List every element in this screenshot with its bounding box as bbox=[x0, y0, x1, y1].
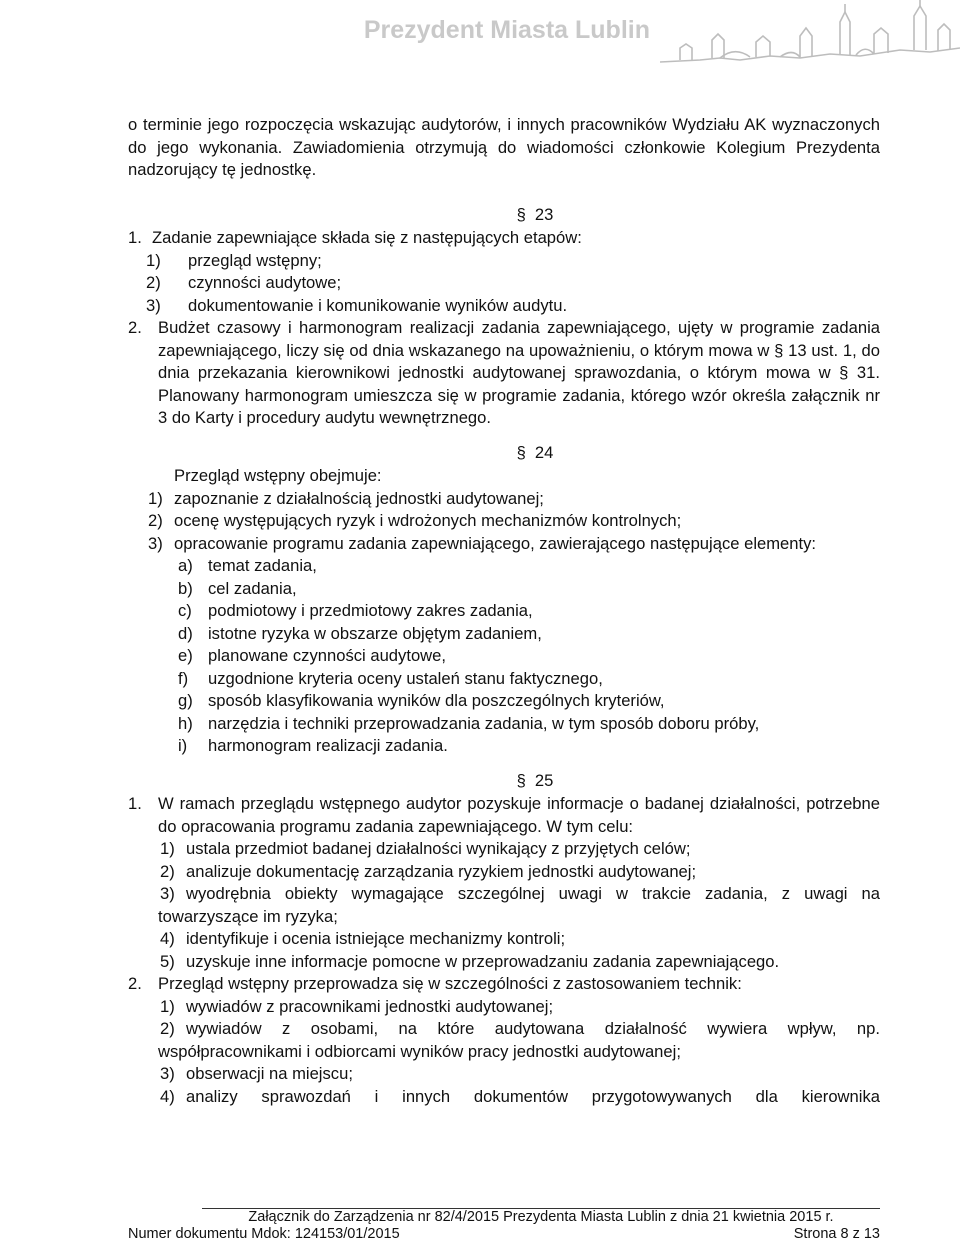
subitem-letter: c) bbox=[178, 601, 192, 620]
point-text-b: 13 ust. 1, do dnia przekazania kierownikowi jednostki audytowanej sprawozdania, o którym mowa w bbox=[158, 340, 880, 382]
list-number: 2) bbox=[148, 511, 163, 530]
subitem-text: istotne ryzyka w obszarze objętym zadaniem, bbox=[208, 623, 542, 643]
s24-subitem bbox=[128, 578, 880, 601]
list-text: dokumentowanie i komunikowanie wyników audytu. bbox=[188, 295, 568, 315]
footer-page-number: Strona 8 z 13 bbox=[793, 1226, 880, 1242]
subitem-text: planowane czynności audytowe, bbox=[208, 646, 446, 665]
footer-annex-line: Załącznik do Zarządzenia nr 82/4/2015 Prezydenta Miasta Lublin z dnia 21 kwietnia 2015 r. bbox=[248, 1209, 834, 1225]
subitem-letter: b) bbox=[178, 578, 193, 598]
list-text: identyfikuje i ocenia istniejące mechanizmy kontroli; bbox=[186, 929, 566, 948]
s25-technique-item bbox=[128, 1018, 880, 1063]
section-mark: § bbox=[839, 363, 849, 382]
s24-lead: Przegląd wstępny obejmuje: bbox=[174, 466, 382, 485]
s25-list-item bbox=[128, 951, 880, 974]
list-text: uzyskuje inne informacje pomocne w przeprowadzaniu zadania zapewniającego. bbox=[186, 951, 780, 971]
list-text: czynności audytowe; bbox=[188, 273, 342, 292]
s24-subitem bbox=[128, 690, 880, 713]
subitem-text: temat zadania, bbox=[208, 556, 317, 575]
subitem-letter: a) bbox=[178, 556, 193, 575]
point-text-c: 31. Planowany harmonogram umieszcza się w programie zadania, którego wzór określa załącznik nr 3 do Karty i procedury audytu wewnętrznego. bbox=[158, 363, 880, 427]
list-text: przegląd wstępny; bbox=[188, 250, 322, 270]
point-text: W ramach przeglądu wstępnego audytor pozyskuje informacje o badanej działalności, potrzebne do opracowania programu zadania zapewniającego. W tym celu: bbox=[158, 794, 880, 836]
subitem-letter: g) bbox=[178, 691, 193, 710]
subitem-text: podmiotowy i przedmiotowy zakres zadania, bbox=[208, 601, 533, 620]
point-text: Zadanie zapewniające składa się z następujących etapów: bbox=[152, 228, 582, 247]
section-mark: § bbox=[774, 340, 784, 360]
s24-subitem bbox=[128, 600, 880, 623]
section-mark: § bbox=[516, 204, 526, 224]
point-text-a: Budżet czasowy i harmonogram realizacji zadania zapewniającego, ujęty w programie zadania zapewniającego, liczy się od dnia wskazanego na upoważnieniu, o którym mowa w bbox=[158, 318, 880, 360]
s24-subitem bbox=[128, 623, 880, 646]
list-text: analizy sprawozdań i innych dokumentów przygotowywanych dla kierownika bbox=[186, 1086, 880, 1106]
s25-list-item bbox=[128, 928, 880, 951]
list-number: 2) bbox=[160, 1019, 175, 1038]
footer-row bbox=[128, 1226, 880, 1243]
section-number: 25 bbox=[534, 770, 554, 790]
s25-point-2 bbox=[128, 973, 880, 996]
section-mark: § bbox=[516, 442, 526, 462]
list-number: 2) bbox=[146, 273, 161, 292]
document-body bbox=[128, 114, 880, 1108]
s23-list-item bbox=[128, 272, 880, 295]
subitem-letter: d) bbox=[178, 623, 193, 643]
list-number: 1) bbox=[146, 250, 161, 270]
section-23-heading bbox=[128, 204, 880, 227]
subitem-letter: f) bbox=[178, 668, 189, 688]
list-number: 1) bbox=[160, 996, 175, 1016]
point-number: 1. bbox=[128, 794, 142, 813]
s24-list-item bbox=[128, 533, 880, 556]
city-skyline-logo bbox=[660, 0, 960, 80]
subitem-text: uzgodnione kryteria oceny ustaleń stanu faktycznego, bbox=[208, 668, 603, 688]
subitem-letter: e) bbox=[178, 646, 193, 665]
list-number: 1) bbox=[148, 488, 163, 508]
list-number: 3) bbox=[160, 884, 175, 903]
s24-subitem bbox=[128, 555, 880, 578]
subitem-letter: i) bbox=[178, 736, 188, 755]
point-number: 1. bbox=[128, 228, 142, 247]
subitem-text: harmonogram realizacji zadania. bbox=[208, 736, 448, 755]
s24-subitem bbox=[128, 645, 880, 668]
page-footer bbox=[128, 1208, 880, 1243]
s23-point-2 bbox=[128, 317, 880, 430]
s25-technique-item bbox=[128, 1086, 880, 1109]
list-text: analizuje dokumentację zarządzania ryzykiem jednostki audytowanej; bbox=[186, 861, 697, 881]
s24-subitem bbox=[128, 668, 880, 691]
s25-list-item bbox=[128, 838, 880, 861]
list-text: wyodrębnia obiekty wymagające szczególnej uwagi w trakcie zadania, z uwagi na towarzyszące im ryzyka; bbox=[158, 884, 880, 926]
point-number: 2. bbox=[128, 974, 142, 993]
s25-technique-item bbox=[128, 996, 880, 1019]
subitem-text: sposób klasyfikowania wyników dla poszczególnych kryteriów, bbox=[208, 691, 665, 710]
list-text: zapoznanie z działalnością jednostki audytowanej; bbox=[174, 488, 544, 508]
list-text: wywiadów z pracownikami jednostki audytowanej; bbox=[186, 996, 554, 1016]
s24-list-item bbox=[128, 510, 880, 533]
s25-list-item bbox=[128, 883, 880, 928]
s23-point-1 bbox=[128, 227, 880, 250]
list-text: wywiadów z osobami, na które audytowana działalność wywiera wpływ, np. współpracownikami i odbiorcami wyników pracy jednostki audytowanej; bbox=[158, 1019, 880, 1061]
list-number: 4) bbox=[160, 1086, 175, 1106]
list-number: 3) bbox=[148, 533, 163, 553]
subitem-text: narzędzia i techniki przeprowadzania zadania, w tym sposób doboru próby, bbox=[208, 713, 760, 733]
list-text: obserwacji na miejscu; bbox=[186, 1064, 353, 1083]
s23-list-item bbox=[128, 250, 880, 273]
s25-technique-item bbox=[128, 1063, 880, 1086]
list-text: opracowanie programu zadania zapewniającego, zawierającego następujące elementy: bbox=[174, 533, 817, 553]
section-number: 24 bbox=[534, 442, 554, 462]
s23-list-item bbox=[128, 295, 880, 318]
point-text: Przegląd wstępny przeprowadza się w szczególności z zastosowaniem technik: bbox=[158, 974, 742, 993]
section-25-heading bbox=[128, 770, 880, 793]
s24-subitem bbox=[128, 713, 880, 736]
list-number: 3) bbox=[160, 1064, 175, 1083]
s24-subitem bbox=[128, 735, 880, 758]
section-mark: § bbox=[516, 770, 526, 790]
s25-point-1 bbox=[128, 793, 880, 838]
list-number: 3) bbox=[146, 295, 161, 315]
list-number: 5) bbox=[160, 951, 175, 971]
footer-doc-number: Numer dokumentu Mdok: 124153/01/2015 bbox=[128, 1226, 400, 1242]
intro-paragraph: o terminie jego rozpoczęcia wskazując audytorów, i innych pracowników Wydziału AK wyznaczonych do jego wykonania. Zawiadomienia otrzymują do wiadomości członkowie Kolegium Prezydenta nadzorujący tę jednostkę. bbox=[128, 115, 880, 179]
list-text: ocenę występujących ryzyk i wdrożonych mechanizmów kontrolnych; bbox=[174, 511, 682, 530]
point-number: 2. bbox=[128, 318, 142, 337]
s24-list-item bbox=[128, 488, 880, 511]
section-number: 23 bbox=[534, 204, 554, 224]
section-24-heading bbox=[128, 442, 880, 465]
header-title: Prezydent Miasta Lublin bbox=[363, 16, 650, 44]
list-number: 4) bbox=[160, 929, 175, 948]
list-number: 2) bbox=[160, 861, 175, 881]
s25-list-item bbox=[128, 861, 880, 884]
list-number: 1) bbox=[160, 839, 175, 858]
subitem-letter: h) bbox=[178, 713, 193, 733]
subitem-text: cel zadania, bbox=[208, 578, 297, 598]
list-text: ustala przedmiot badanej działalności wynikający z przyjętych celów; bbox=[186, 839, 691, 858]
